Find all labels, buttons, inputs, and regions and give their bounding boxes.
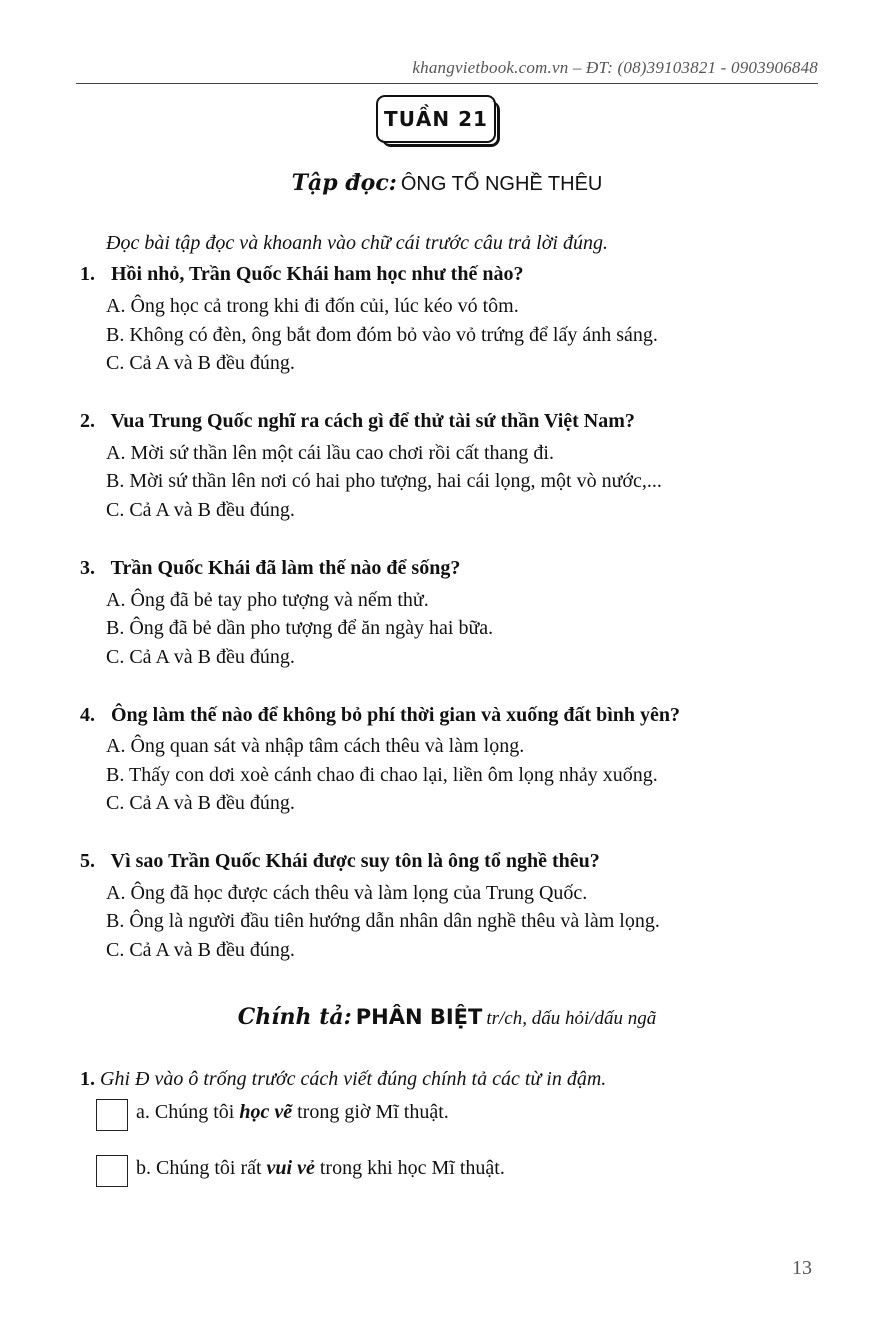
question-1 <box>80 263 523 286</box>
question-2 <box>80 410 635 433</box>
question-2-option-b[interactable]: B. Mời sứ thần lên nơi có hai pho tượng, hai cái lọng, một vò nước,... <box>106 470 662 492</box>
question-text: Ông làm thế nào để không bỏ phí thời gian và xuống đất bình yên? <box>111 704 681 726</box>
exercise-item-a <box>136 1101 449 1124</box>
question-4-option-c[interactable]: C. Cả A và B đều đúng. <box>106 792 295 814</box>
question-text: Vua Trung Quốc nghĩ ra cách gì để thử tài sứ thần Việt Nam? <box>110 410 635 432</box>
question-text: Hồi nhỏ, Trần Quốc Khái ham học như thế nào? <box>111 263 524 285</box>
question-1-option-c[interactable]: C. Cả A và B đều đúng. <box>106 352 295 374</box>
question-4 <box>80 704 680 727</box>
question-5 <box>80 850 600 873</box>
spelling-section-title <box>76 1004 818 1030</box>
exercise-instruction: Ghi Đ vào ô trống trước cách viết đúng chính tả các từ in đậm. <box>100 1068 607 1090</box>
question-2-option-c[interactable]: C. Cả A và B đều đúng. <box>106 499 295 521</box>
page-number: 13 <box>792 1257 812 1279</box>
header-divider <box>76 83 818 84</box>
week-label: TUẦN 21 <box>384 107 488 131</box>
reading-label: Tập đọc: <box>291 170 397 196</box>
question-4-option-a[interactable]: A. Ông quan sát và nhập tâm cách thêu và làm lọng. <box>106 735 525 757</box>
item-prefix: b. Chúng tôi rất <box>136 1157 267 1179</box>
spelling-label: Chính tả: <box>237 1004 352 1030</box>
week-badge <box>376 95 496 143</box>
question-3-option-a[interactable]: A. Ông đã bẻ tay pho tượng và nếm thử. <box>106 589 429 611</box>
question-number: 4. <box>80 704 95 726</box>
question-text: Trần Quốc Khái đã làm thế nào để sống? <box>110 557 461 579</box>
question-4-option-b[interactable]: B. Thấy con dơi xoè cánh chao đi chao lại, liền ôm lọng nhảy xuống. <box>106 764 658 786</box>
item-suffix: trong khi học Mĩ thuật. <box>314 1157 505 1179</box>
question-5-option-b[interactable]: B. Ông là người đầu tiên hướng dẫn nhân dân nghề thêu và làm lọng. <box>106 910 660 932</box>
answer-box-b[interactable] <box>96 1155 128 1187</box>
item-bold-word: học vẽ <box>239 1101 293 1123</box>
question-3-option-c[interactable]: C. Cả A và B đều đúng. <box>106 646 295 668</box>
question-number: 5. <box>80 850 95 872</box>
spelling-subtitle: tr/ch, dấu hỏi/dấu ngã <box>486 1008 657 1029</box>
question-2-option-a[interactable]: A. Mời sứ thần lên một cái lầu cao chơi rồi cất thang đi. <box>106 442 554 464</box>
item-prefix: a. Chúng tôi <box>136 1101 240 1123</box>
item-suffix: trong giờ Mĩ thuật. <box>292 1101 449 1123</box>
question-text: Vì sao Trần Quốc Khái được suy tôn là ông tổ nghề thêu? <box>110 850 600 872</box>
question-number: 3. <box>80 557 95 579</box>
page-header: khangvietbook.com.vn – ĐT: (08)39103821 - 0903906848 <box>412 58 818 77</box>
answer-box-a[interactable] <box>96 1099 128 1131</box>
question-3 <box>80 557 460 580</box>
question-5-option-c[interactable]: C. Cả A và B đều đúng. <box>106 939 295 961</box>
exercise-item-b <box>136 1157 505 1180</box>
question-number: 1. <box>80 263 95 285</box>
exercise-number: 1. <box>80 1068 95 1090</box>
question-1-option-b[interactable]: B. Không có đèn, ông bắt đom đóm bỏ vào vỏ trứng để lấy ánh sáng. <box>106 324 658 346</box>
reading-instruction: Đọc bài tập đọc và khoanh vào chữ cái trước câu trả lời đúng. <box>106 232 608 254</box>
reading-section-title <box>76 170 818 196</box>
item-bold-word: vui vẻ <box>266 1157 315 1179</box>
spelling-exercise-1 <box>80 1068 606 1091</box>
question-number: 2. <box>80 410 95 432</box>
question-3-option-b[interactable]: B. Ông đã bẻ dần pho tượng để ăn ngày hai bữa. <box>106 617 494 639</box>
question-5-option-a[interactable]: A. Ông đã học được cách thêu và làm lọng của Trung Quốc. <box>106 882 588 904</box>
reading-title: ÔNG TỔ NGHỀ THÊU <box>400 173 603 195</box>
question-1-option-a[interactable]: A. Ông học cả trong khi đi đốn củi, lúc kéo vó tôm. <box>106 295 519 317</box>
spelling-title: PHÂN BIỆT <box>355 1005 483 1029</box>
